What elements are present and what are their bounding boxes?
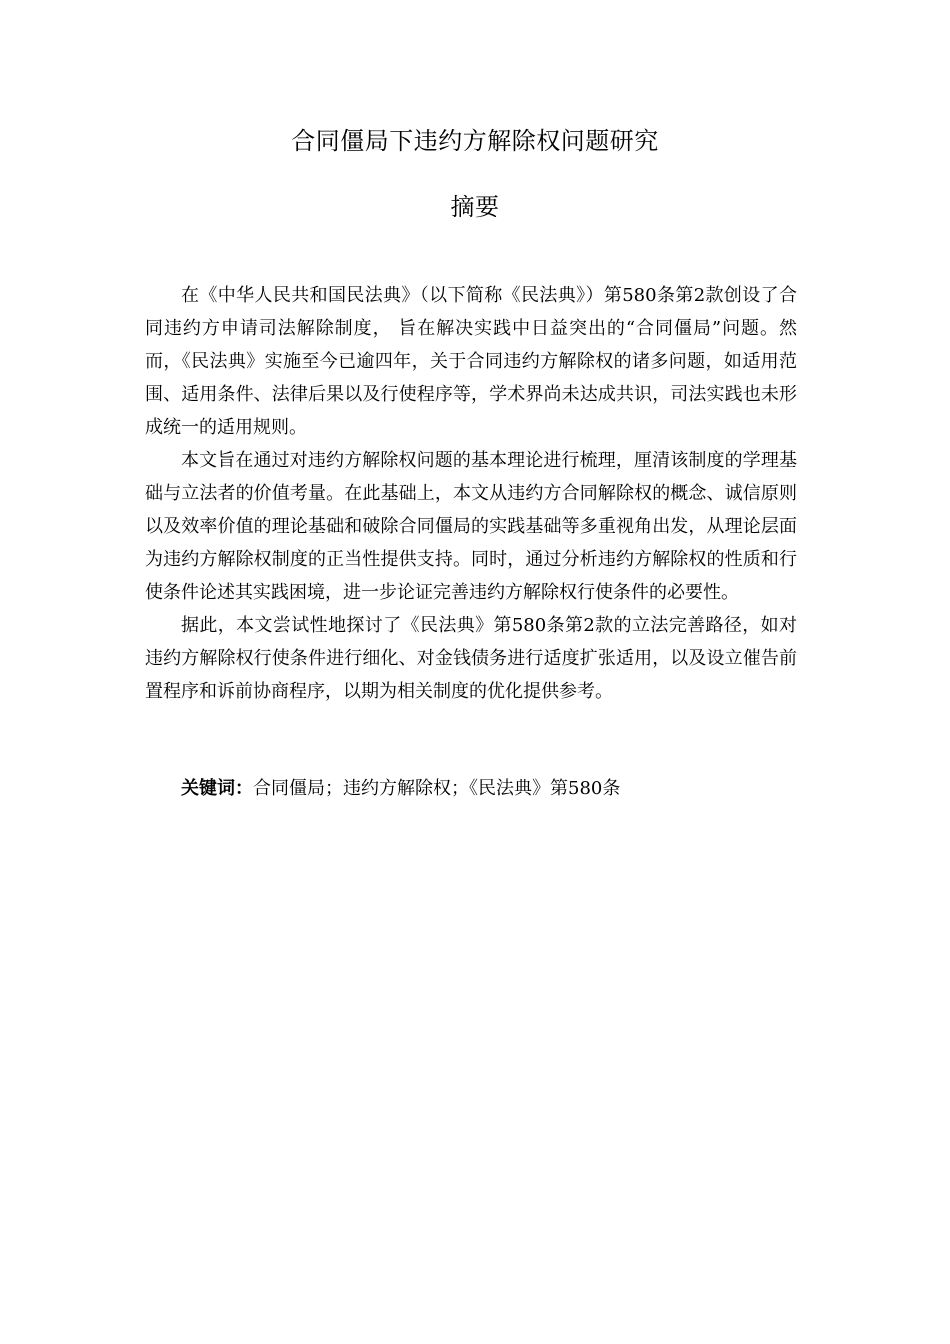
keywords-text: 合同僵局；违约方解除权；《民法典》第580条 (253, 778, 621, 799)
abstract-paragraph-1: 在《中华人民共和国民法典》（以下简称《民法典》）第580条第2款创设了合同违约方申请司法解除制度， 旨在解决实践中日益突出的“合同僵局”问题。然而，《民法典》实施至今已逾四年，关于合同违约方解除权的诸多问题，如适用范围、适用条件、法律后果以及行使程序等，学术界尚未达成共识，司法实践也未形成统一的适用规则。 (145, 285, 797, 438)
abstract-paragraph-2: 本文旨在通过对违约方解除权问题的基本理论进行梳理，厘清该制度的学理基础与立法者的价值考量。在此基础上，本文从违约方合同解除权的概念、诚信原则以及效率价值的理论基础和破除合同僵局的实践基础等多重视角出发，从理论层面为违约方解除权制度的正当性提供支持。同时，通过分析违约方解除权的性质和行使条件论述其实践困境，进一步论证完善违约方解除权行使条件的必要性。 (145, 450, 797, 603)
abstract-paragraph-3: 据此，本文尝试性地探讨了《民法典》第580条第2款的立法完善路径，如对违约方解除权行使条件进行细化、对金钱债务进行适度扩张适用，以及设立催告前置程序和诉前协商程序，以期为相关制度的优化提供参考。 (145, 615, 797, 702)
keywords-label: 关键词： (181, 778, 253, 799)
keywords-line (181, 772, 797, 805)
paper-title: 合同僵局下违约方解除权问题研究 (291, 127, 659, 155)
abstract-heading: 摘要 (450, 193, 500, 221)
abstract-body (145, 279, 797, 708)
